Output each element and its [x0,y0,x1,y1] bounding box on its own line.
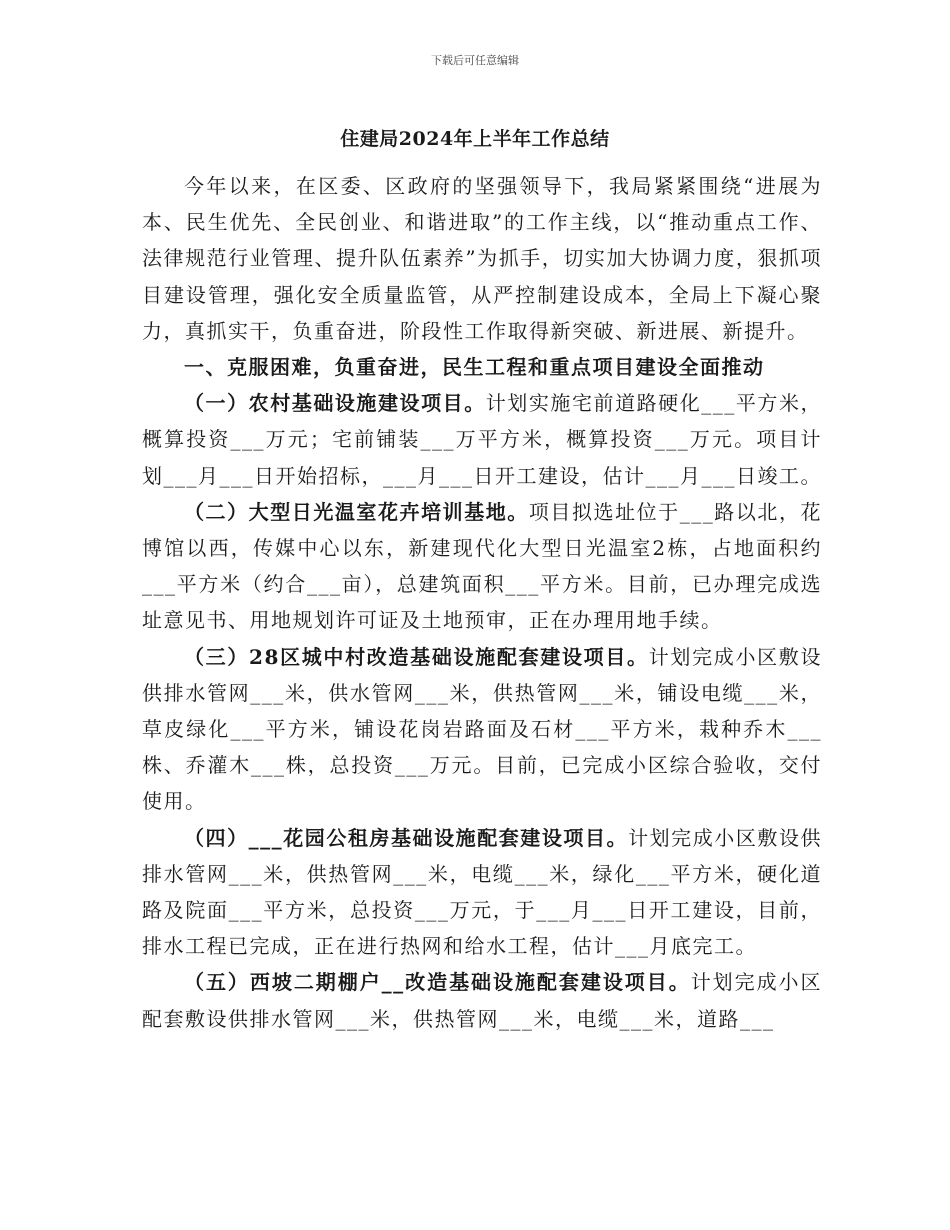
item-lead-4: （四）___花园公租房基础设施配套建设项目。 [184,825,629,850]
item-text-2: 项目拟选址位于___路以北，花博馆以西，传媒中心以东，新建现代化大型日光温室2栋，占地面积约___平方米（约合___亩），总建筑面积___平方米。目前，已办理完成选址意见书、用地规划许可证及土地预审，正在办理用地手续。 [142,499,823,633]
item-lead-3: （三）28区城中村改造基础设施配套建设项目。 [184,644,649,669]
item-text-1: 计划实施宅前道路硬化___平方米，概算投资___万元；宅前铺装___万平方米，概算投资___万元。项目计划___月___日开始招标，___月___日开工建设，估计___月___日竣工。 [142,391,822,488]
item-paragraph-2 [142,494,822,639]
item-lead-5: （五）西坡二期棚户__改造基础设施配套建设项目。 [184,970,691,995]
item-text-4: 计划完成小区敷设供排水管网___米，供热管网___米，电缆___米，绿化___平方米，硬化道路及院面___平方米，总投资___万元，于___月___日开工建设，目前，排水工程已完成，正在进行热网和给水工程，估计___月底完工。 [142,825,823,959]
item-paragraph-4 [142,820,822,965]
item-text-3: 计划完成小区敷设供排水管网___米，供水管网___米，供热管网___米，铺设电缆___米，草皮绿化___平方米，铺设花岗岩路面及石材___平方米，栽种乔木___株、乔灌木___株，总投资___万元。目前，已完成小区综合验收，交付使用。 [142,644,822,814]
page-header-note: 下载后可任意编辑 [431,54,519,67]
item-paragraph-5 [142,964,822,1036]
item-lead-1: （一）农村基础设施建设项目。 [184,391,486,416]
document-title: 住建局2024年上半年工作总结 [340,128,610,150]
item-paragraph-3 [142,639,822,820]
section-heading-1: 一、克服困难，负重奋进，民生工程和重点项目建设全面推动 [184,355,765,380]
item-text-5: 计划完成小区配套敷设供排水管网___米，供热管网___米，电缆___米，道路___ [142,970,823,1031]
item-lead-2: （二）大型日光温室花卉培训基地。 [184,499,529,524]
item-paragraph-1 [142,385,822,494]
document-body [142,168,822,1037]
intro-paragraph: 今年以来，在区委、区政府的坚强领导下，我局紧紧围绕“进展为本、民生优先、全民创业、和谐进取”的工作主线，以“推动重点工作、法律规范行业管理、提升队伍素养”为抓手，切实加大协调力度，狠抓项目建设管理，强化安全质量监管，从严控制建设成本，全局上下凝心聚力，真抓实干，负重奋进，阶段性工作取得新突破、新进展、新提升。 [142,174,822,343]
